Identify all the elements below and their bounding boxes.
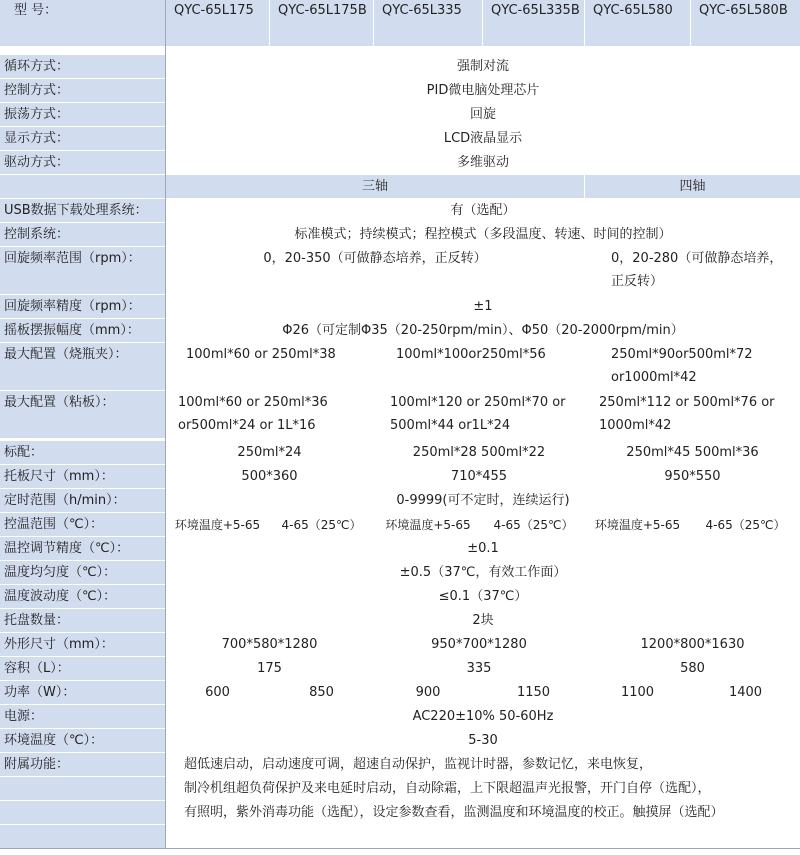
row-value: Φ26（可定制Φ35（20-250rpm/min）、Φ50（20-2000rpm/min） xyxy=(166,319,800,342)
row-value: ≤0.1（37℃） xyxy=(166,585,800,608)
row-value: 600 xyxy=(166,681,269,704)
model-cell: QYC-65L175B xyxy=(270,0,373,46)
row-value: 900 xyxy=(374,681,482,704)
row-label: 控温范围（℃）： xyxy=(0,513,165,536)
axes-four-cell: 四轴 xyxy=(585,175,800,198)
row-value: 500*360 xyxy=(166,465,373,488)
row-value: 335 xyxy=(374,657,584,680)
row-value: 950*550 xyxy=(585,465,800,488)
row-label: 标配： xyxy=(0,441,165,464)
row-value: 100ml*100or250ml*56 xyxy=(374,343,584,390)
row-value: 250ml*28 500ml*22 xyxy=(374,441,584,464)
row-label: 电源： xyxy=(0,705,165,728)
row-label: 回旋频率范围（rpm）： xyxy=(0,247,165,294)
row-label xyxy=(0,175,165,198)
row-value: 0-9999(可不定时，连续运行) xyxy=(166,489,800,512)
row-value: 环境温度+5-65 xyxy=(166,513,269,536)
row-value: 175 xyxy=(166,657,373,680)
accessory-line: 有照明，紫外消毒功能（选配），设定参数查看，监测温度和环境温度的校正。触摸屏（选配） xyxy=(166,801,800,824)
row-value: 100ml*120 or 250ml*70 or 500ml*44 or1L*24 xyxy=(374,391,584,438)
row-label: 回旋频率精度（rpm）： xyxy=(0,295,165,318)
row-value: 强制对流 xyxy=(166,55,800,78)
row-label: 外形尺寸（mm）： xyxy=(0,633,165,656)
row-value: 1100 xyxy=(585,681,690,704)
column-divider xyxy=(165,0,166,848)
row-value: ±0.1 xyxy=(166,537,800,560)
row-label-filler xyxy=(0,777,165,800)
row-value: AC220±10% 50-60Hz xyxy=(166,705,800,728)
row-value: 1400 xyxy=(691,681,800,704)
row-label: 环境温度（℃）： xyxy=(0,729,165,752)
model-cell: QYC-65L335B xyxy=(483,0,584,46)
row-label: 控制系统： xyxy=(0,223,165,246)
row-value: 标准模式；持续模式；程控模式（多段温度、转速、时间的控制） xyxy=(166,223,800,246)
bottom-border xyxy=(0,848,800,849)
row-value: 700*580*1280 xyxy=(166,633,373,656)
row-value: LCD液晶显示 xyxy=(166,127,800,150)
row-value: 多维驱动 xyxy=(166,151,800,174)
row-label-filler xyxy=(0,801,165,824)
row-value: 0，20-280（可做静态培养，正反转） xyxy=(585,247,800,294)
row-label-filler xyxy=(0,825,165,848)
row-label: 托板尺寸（mm）： xyxy=(0,465,165,488)
model-cell: QYC-65L335 xyxy=(374,0,482,46)
row-value: 4-65（25℃） xyxy=(270,513,373,536)
row-value: 4-65（25℃） xyxy=(691,513,800,536)
row-value: 950*700*1280 xyxy=(374,633,584,656)
row-value: 710*455 xyxy=(374,465,584,488)
axes-three-cell: 三轴 xyxy=(166,175,584,198)
row-label: 控制方式： xyxy=(0,79,165,102)
accessory-blank xyxy=(166,825,800,848)
row-label: 最大配置（粘板）： xyxy=(0,391,165,438)
row-value: 250ml*24 xyxy=(166,441,373,464)
row-label: 功率（W）： xyxy=(0,681,165,704)
row-value: ±1 xyxy=(166,295,800,318)
row-value: PID微电脑处理芯片 xyxy=(166,79,800,102)
row-value: 1150 xyxy=(483,681,584,704)
row-label: 附属功能： xyxy=(0,753,165,776)
model-cell: QYC-65L175 xyxy=(166,0,269,46)
row-value: 4-65（25℃） xyxy=(483,513,584,536)
row-value: 有（选配） xyxy=(166,199,800,222)
row-value: 250ml*90or500ml*72 or1000ml*42 xyxy=(585,343,800,390)
row-label: 最大配置（烧瓶夹）： xyxy=(0,343,165,390)
row-value: ±0.5（37℃，有效工作面） xyxy=(166,561,800,584)
row-value: 850 xyxy=(270,681,373,704)
row-label: USB数据下载处理系统： xyxy=(0,199,165,222)
model-header-label: 型 号： xyxy=(0,0,165,46)
row-label: 驱动方式： xyxy=(0,151,165,174)
row-value: 580 xyxy=(585,657,800,680)
row-label: 振荡方式： xyxy=(0,103,165,126)
row-label: 显示方式： xyxy=(0,127,165,150)
row-value: 环境温度+5-65 xyxy=(585,513,690,536)
row-value: 100ml*60 or 250ml*38 xyxy=(166,343,373,390)
row-value: 250ml*45 500ml*36 xyxy=(585,441,800,464)
row-label: 托盘数量： xyxy=(0,609,165,632)
row-value: 250ml*112 or 500ml*76 or 1000ml*42 xyxy=(585,391,800,438)
row-value: 1200*800*1630 xyxy=(585,633,800,656)
accessory-line: 超低速启动，启动速度可调，超速自动保护，监视计时器，参数记忆，来电恢复， xyxy=(166,753,800,776)
row-label: 循环方式： xyxy=(0,55,165,78)
model-cell: QYC-65L580B xyxy=(691,0,800,46)
row-value: 100ml*60 or 250ml*36 or500ml*24 or 1L*16 xyxy=(166,391,373,438)
row-label: 定时范围（h/min）： xyxy=(0,489,165,512)
row-label: 温度均匀度（℃）： xyxy=(0,561,165,584)
row-value: 回旋 xyxy=(166,103,800,126)
row-value: 0，20-350（可做静态培养，正反转） xyxy=(166,247,584,294)
row-value: 环境温度+5-65 xyxy=(374,513,482,536)
row-label: 摇板摆振幅度（mm）： xyxy=(0,319,165,342)
row-label: 温控调节精度（℃）： xyxy=(0,537,165,560)
row-value: 2块 xyxy=(166,609,800,632)
model-cell: QYC-65L580 xyxy=(585,0,690,46)
row-label: 容积（L）： xyxy=(0,657,165,680)
row-label: 温度波动度（℃）： xyxy=(0,585,165,608)
accessory-line: 制冷机组超负荷保护及来电延时启动，自动除霜，上下限超温声光报警，开门自停（选配）， xyxy=(166,777,800,800)
row-value: 5-30 xyxy=(166,729,800,752)
